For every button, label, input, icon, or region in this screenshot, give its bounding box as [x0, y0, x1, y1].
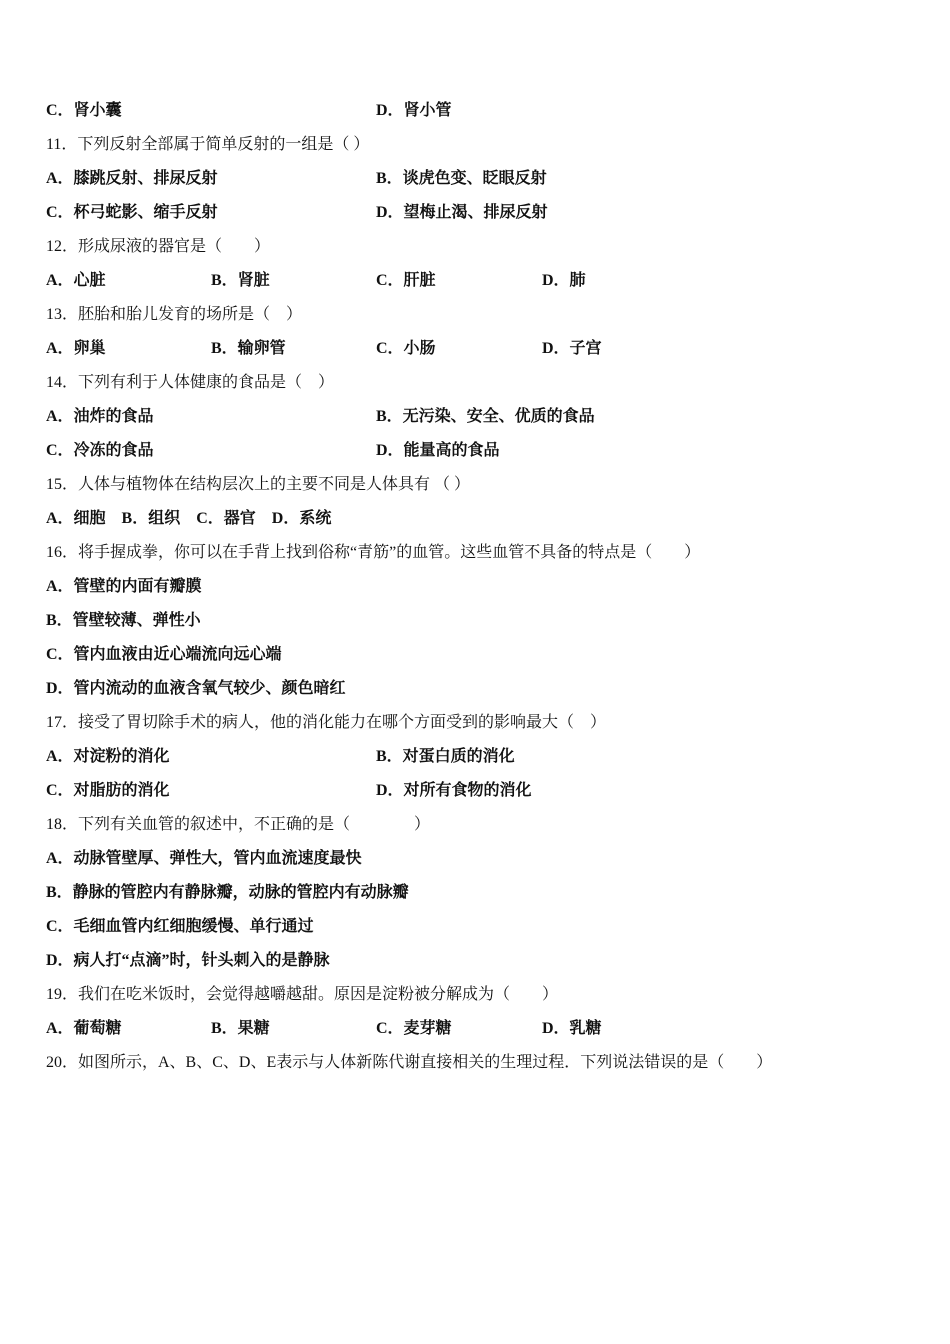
q11-option-b: B．谈虎色变、眨眼反射 [376, 170, 547, 187]
q17-option-a: A．对淀粉的消化 [46, 748, 170, 765]
q19-stem: 19．我们在吃米饭时，会觉得越嚼越甜。原因是淀粉被分解成为（ ） [46, 986, 559, 1003]
q15-options: A．细胞 B．组织 C．器官 D．系统 [46, 510, 332, 527]
q18-option-b: B．静脉的管腔内有静脉瓣，动脉的管腔内有动脉瓣 [46, 884, 409, 901]
q12-option-b: B．肾脏 [211, 272, 270, 289]
q16-option-d: D．管内流动的血液含氧气较少、颜色暗红 [46, 680, 346, 697]
q16-stem: 16．将手握成拳，你可以在手背上找到俗称“青筋”的血管。这些血管不具备的特点是（ ） [46, 544, 701, 561]
q17-option-b: B．对蛋白质的消化 [376, 748, 515, 765]
q14-option-c: C．冷冻的食品 [46, 442, 154, 459]
q14-option-d: D．能量高的食品 [376, 442, 500, 459]
q13-option-b: B．输卵管 [211, 340, 286, 357]
q12-option-d: D．肺 [542, 272, 586, 289]
q12-stem: 12．形成尿液的器官是（ ） [46, 238, 271, 255]
q17-option-d: D．对所有食物的消化 [376, 782, 532, 799]
q11-option-d: D．望梅止渴、排尿反射 [376, 204, 548, 221]
q18-option-a: A．动脉管壁厚、弹性大，管内血流速度最快 [46, 850, 362, 867]
q19-option-c: C．麦芽糖 [376, 1020, 452, 1037]
q16-option-a: A．管壁的内面有瓣膜 [46, 578, 202, 595]
q16-option-b: B．管壁较薄、弹性小 [46, 612, 201, 629]
q12-option-c: C．肝脏 [376, 272, 436, 289]
q20-stem: 20．如图所示，A、B、C、D、E表示与人体新陈代谢直接相关的生理过程．下列说法错误的是（ ） [46, 1054, 773, 1071]
q13-option-d: D．子宫 [542, 340, 602, 357]
q18-option-c: C．毛细血管内红细胞缓慢、单行通过 [46, 918, 314, 935]
q14-stem: 14．下列有利于人体健康的食品是（ ） [46, 374, 335, 391]
q19-option-d: D．乳糖 [542, 1020, 602, 1037]
q11-option-c: C．杯弓蛇影、缩手反射 [46, 204, 218, 221]
q19-option-a: A．葡萄糖 [46, 1020, 122, 1037]
q14-option-a: A．油炸的食品 [46, 408, 154, 425]
q13-stem: 13．胚胎和胎儿发育的场所是（ ） [46, 306, 303, 323]
q18-stem: 18．下列有关血管的叙述中，不正确的是（ ） [46, 816, 431, 833]
q13-option-c: C．小肠 [376, 340, 436, 357]
q10-option-c: C．肾小囊 [46, 102, 122, 119]
q11-option-a: A．膝跳反射、排尿反射 [46, 170, 218, 187]
q18-option-d: D．病人打“点滴”时，针头刺入的是静脉 [46, 952, 330, 969]
q12-option-a: A．心脏 [46, 272, 106, 289]
q11-stem: 11．下列反射全部属于简单反射的一组是（ ） [46, 136, 370, 153]
q17-option-c: C．对脂肪的消化 [46, 782, 170, 799]
q16-option-c: C．管内血液由近心端流向远心端 [46, 646, 282, 663]
q14-option-b: B．无污染、安全、优质的食品 [376, 408, 595, 425]
q13-option-a: A．卵巢 [46, 340, 106, 357]
q19-option-b: B．果糖 [211, 1020, 270, 1037]
q15-stem: 15．人体与植物体在结构层次上的主要不同是人体具有 （ ） [46, 476, 471, 493]
q10-option-d: D．肾小管 [376, 102, 452, 119]
q17-stem: 17．接受了胃切除手术的病人，他的消化能力在哪个方面受到的影响最大（ ） [46, 714, 607, 731]
